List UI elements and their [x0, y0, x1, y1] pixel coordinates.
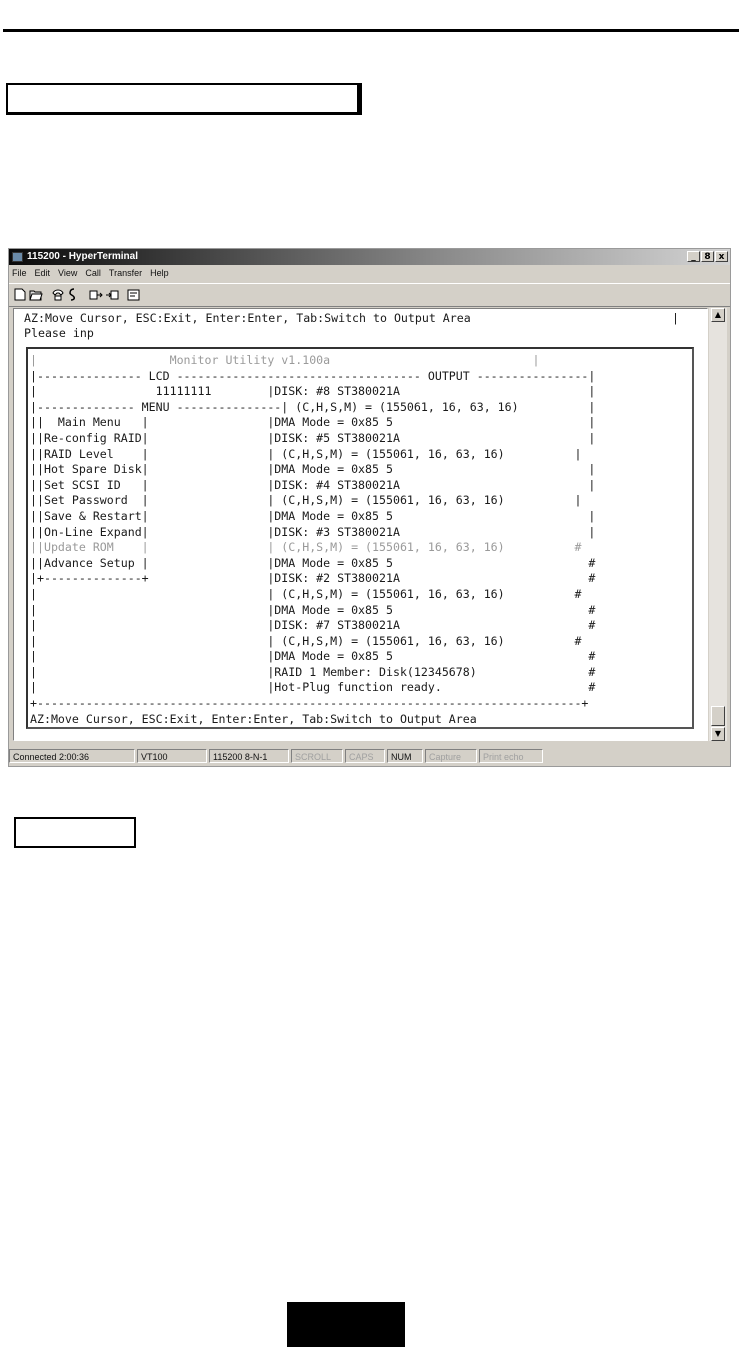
window-title: 115200 - HyperTerminal [27, 251, 138, 262]
terminal-line: || Main Menu | |DMA Mode = 0x85 5 | [30, 415, 596, 430]
hyperterminal-window [8, 248, 731, 767]
terminal-line: | |RAID 1 Member: Disk(12345678) # [30, 664, 596, 679]
send-icon[interactable] [89, 288, 103, 301]
terminal-line: | 11111111 |DISK: #8 ST380021A | [30, 384, 596, 399]
open-icon[interactable] [29, 288, 43, 301]
terminal-line: AZ:Move Cursor, ESC:Exit, Enter:Enter, Tab:Switch to Output Area [30, 711, 477, 726]
close-button[interactable]: x [715, 251, 728, 262]
terminal-line: ||Set SCSI ID | |DISK: #4 ST380021A | [30, 477, 596, 492]
terminal-line: | | (C,H,S,M) = (155061, 16, 63, 16) # [30, 633, 582, 648]
terminal-line: ||Set Password | | (C,H,S,M) = (155061, 16, 63, 16) | [30, 493, 582, 508]
terminal-cursor: | [672, 311, 679, 325]
terminal-screen[interactable] [13, 308, 708, 741]
status-emulation: VT100 [137, 749, 207, 763]
receive-icon[interactable] [105, 288, 119, 301]
minimize-button[interactable]: _ [687, 251, 700, 262]
menu-transfer[interactable]: Transfer [108, 268, 143, 278]
terminal-line: | Monitor Utility v1.100a | [30, 353, 540, 367]
menu-view[interactable]: View [58, 268, 78, 278]
scroll-thumb[interactable] [711, 706, 725, 726]
terminal-line: ||Hot Spare Disk| |DMA Mode = 0x85 5 | [30, 462, 596, 477]
status-bar [9, 746, 730, 766]
new-connection-icon[interactable] [13, 288, 27, 301]
terminal-prompt: AZ:Move Cursor, ESC:Exit, Enter:Enter, Tab:Switch to Output Area Please inp [24, 311, 471, 340]
menu-bar [9, 266, 730, 281]
terminal-line: ||Advance Setup | |DMA Mode = 0x85 5 # [30, 555, 596, 570]
terminal-line: | |DMA Mode = 0x85 5 # [30, 602, 596, 617]
terminal-line: | | (C,H,S,M) = (155061, 16, 63, 16) # [30, 586, 582, 601]
terminal-line: ||Update ROM | | (C,H,S,M) = (155061, 16, 63, 16) # [30, 540, 582, 555]
status-port-settings: 115200 8-N-1 [209, 749, 289, 763]
disconnect-icon[interactable] [67, 288, 81, 301]
menu-call[interactable]: Call [85, 268, 101, 278]
title-bar[interactable] [9, 249, 730, 265]
top-rule [3, 29, 739, 32]
monitor-utility-panel [30, 353, 595, 727]
menu-edit[interactable]: Edit [34, 268, 51, 278]
properties-icon[interactable] [127, 288, 141, 301]
page-tab [287, 1302, 405, 1347]
terminal-line: | |DMA Mode = 0x85 5 # [30, 649, 596, 664]
monitor-utility-frame [26, 347, 694, 729]
hyperterminal-icon [12, 252, 23, 262]
terminal-line: |-------------- MENU ---------------| (C,H,S,M) = (155061, 16, 63, 16) | [30, 399, 596, 414]
terminal-line: ||Re-config RAID| |DISK: #5 ST380021A | [30, 430, 596, 445]
terminal-line: ||RAID Level | | (C,H,S,M) = (155061, 16, 63, 16) | [30, 446, 582, 461]
terminal-line: ||Save & Restart| |DMA Mode = 0x85 5 | [30, 508, 596, 523]
status-connected: Connected 2:00:36 [9, 749, 135, 763]
terminal-line: +------------------------------------------------------------------------------+ [30, 696, 589, 711]
window-controls [687, 251, 728, 262]
menu-file[interactable]: File [12, 268, 27, 278]
scroll-down-arrow-icon[interactable]: ▼ [711, 727, 725, 741]
status-num: NUM [387, 749, 423, 763]
restore-button[interactable]: 8 [701, 251, 714, 262]
terminal-line: ||On-Line Expand| |DISK: #3 ST380021A | [30, 524, 596, 539]
terminal-line: |--------------- LCD ----------------------------------- OUTPUT ----------------| [30, 368, 596, 383]
status-scroll: SCROLL [291, 749, 343, 763]
terminal-line: | |DISK: #7 ST380021A # [30, 618, 596, 633]
status-capture: Capture [425, 749, 477, 763]
terminal-line: |+--------------+ |DISK: #2 ST380021A # [30, 571, 596, 586]
status-caps: CAPS [345, 749, 385, 763]
toolbar [9, 283, 730, 307]
menu-help[interactable]: Help [150, 268, 169, 278]
status-print-echo: Print echo [479, 749, 543, 763]
scroll-up-arrow-icon[interactable]: ▲ [711, 308, 725, 322]
note-label-box [14, 817, 136, 848]
section-title-box [6, 83, 362, 115]
dial-icon[interactable] [51, 288, 65, 301]
terminal-line: | |Hot-Plug function ready. # [30, 680, 596, 695]
vertical-scrollbar[interactable] [709, 308, 727, 741]
